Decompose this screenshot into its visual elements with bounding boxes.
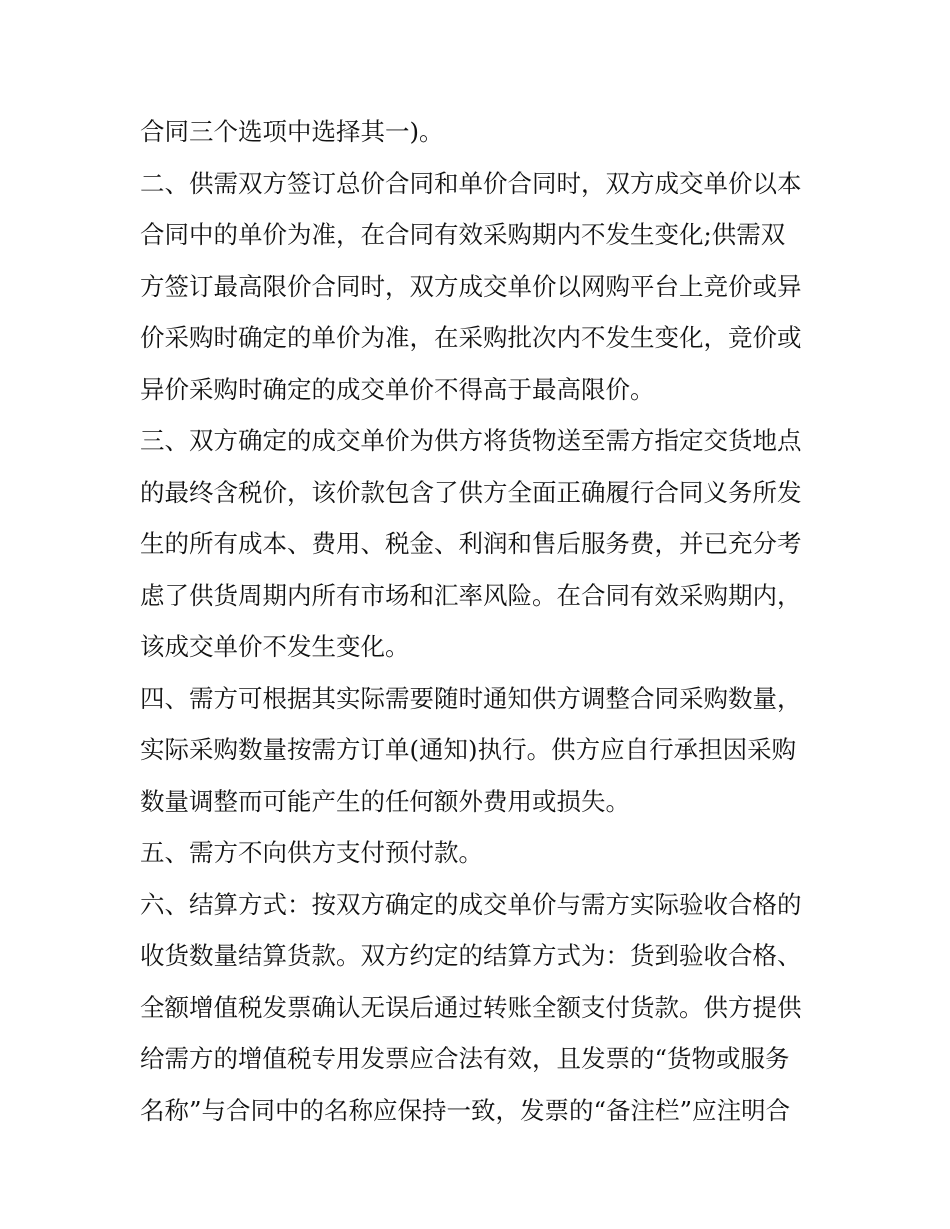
text-line: 三、双方确定的成交单价为供方将货物送至需方指定交货地点 [140, 426, 802, 455]
text-line: 虑了供货周期内所有市场和汇率风险。在合同有效采购期内， [140, 580, 802, 610]
text-line: 给需方的增值税专用发票应合法有效，且发票的“货物或服务 [140, 1044, 790, 1073]
document-body [140, 106, 820, 1136]
text-line: 合同三个选项中选择其一)。 [140, 117, 444, 146]
text-line: 合同中的单价为准，在合同有效采购期内不发生变化;供需双 [140, 220, 786, 249]
text-line: 二、供需双方签订总价合同和单价合同时，双方成交单价以本 [140, 168, 802, 198]
text-line: 异价采购时确定的成交单价不得高于最高限价。 [140, 374, 655, 404]
text-line: 价采购时确定的单价为准，在采购批次内不发生变化，竞价或 [140, 323, 802, 352]
text-line: 该成交单价不发生变化。 [140, 632, 410, 661]
text-line: 五、需方不向供方支付预付款。 [140, 838, 483, 867]
text-line: 数量调整而可能产生的任何额外费用或损失。 [140, 786, 630, 816]
text-line: 生的所有成本、费用、税金、利润和售后服务费，并已充分考 [140, 529, 802, 558]
text-line: 的最终含税价，该价款包含了供方全面正确履行合同义务所发 [140, 477, 802, 507]
text-line: 实际采购数量按需方订单(通知)执行。供方应自行承担因采购 [140, 735, 797, 764]
text-line: 六、结算方式：按双方确定的成交单价与需方实际验收合格的 [140, 889, 802, 919]
text-line: 全额增值税发票确认无误后通过转账全额支付货款。供方提供 [140, 992, 802, 1022]
text-line: 方签订最高限价合同时，双方成交单价以网购平台上竞价或异 [140, 271, 802, 301]
text-line: 名称”与合同中的名称应保持一致，发票的“备注栏”应注明合 [140, 1095, 791, 1125]
text-line: 四、需方可根据其实际需要随时通知供方调整合同采购数量， [140, 683, 802, 713]
text-line: 收货数量结算货款。双方约定的结算方式为：货到验收合格、 [140, 941, 802, 970]
